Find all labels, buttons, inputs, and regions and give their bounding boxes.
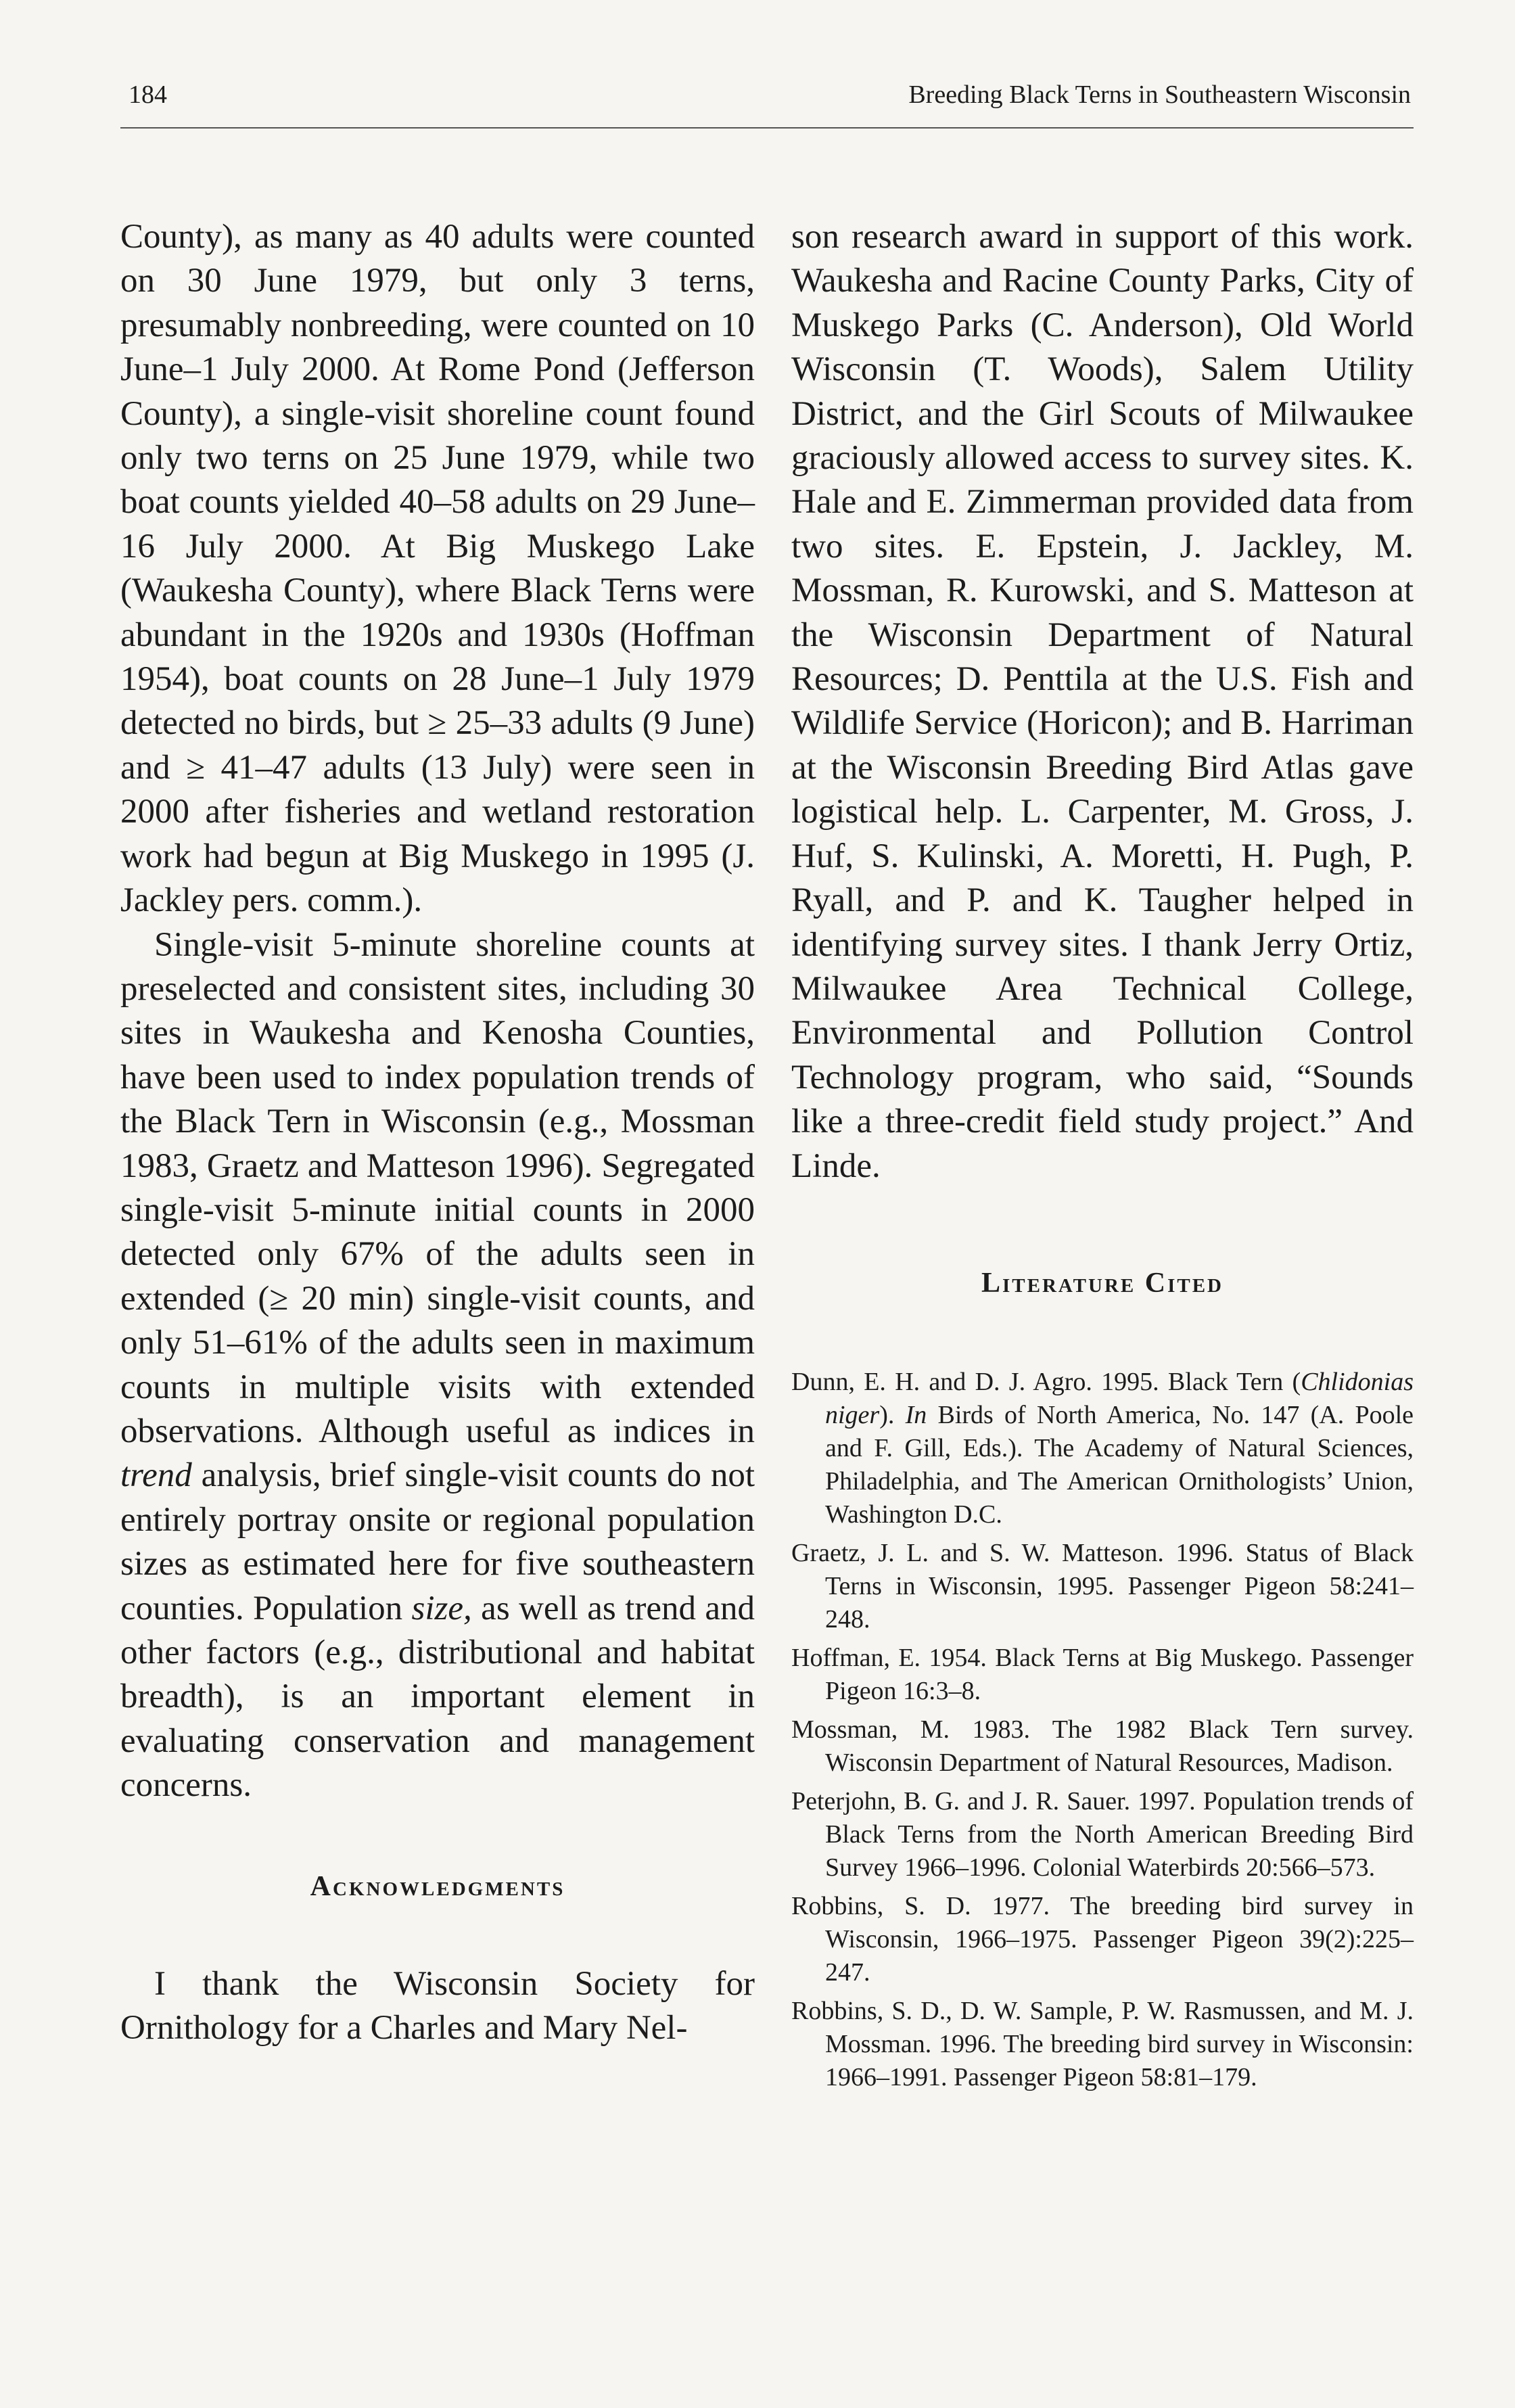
paragraph-text: Single-visit 5-minute shoreline counts at preselected and consistent sites, including 30 sites in Waukesha and Kenosha Counties, have been used to index population trends of the Black Tern in Wisconsin (e.g., Mossman 1983, Graetz and Matteson 1996). Segregated single-visit 5-minute initial counts in 2000 detected only 67% of the adults seen in extended (≥ 20 min) single-visit counts, and only 51–61% of the adults seen in maximum counts in multiple visits with extended observations. Although useful as indices in (120, 925, 755, 1450)
left-column (120, 215, 755, 2050)
reference-list (791, 1366, 1414, 2094)
reference-item: Mossman, M. 1983. The 1982 Black Tern survey. Wisconsin Department of Natural Resources, Madison. (791, 1715, 1414, 1777)
reference-item: Graetz, J. L. and S. W. Matteson. 1996. Status of Black Terns in Wisconsin, 1995. Passenger Pigeon 58:241–248. (791, 1538, 1414, 1634)
paragraph-single-visit-counts (120, 923, 755, 1808)
acknowledgments-heading: Acknowledgments (310, 1870, 565, 1902)
running-header (120, 73, 1414, 129)
literature-cited-heading: Literature Cited (981, 1267, 1224, 1299)
paragraph-population-counts: County), as many as 40 adults were counted on 30 June 1979, but only 3 terns, presumably nonbreeding, were counted on 10 June–1 July 2000. At Rome Pond (Jefferson County), a single-visit shoreline count found only two terns on 25 June 1979, while two boat counts yielded 40–58 adults on 29 June–16 July 2000. At Big Muskego Lake (Waukesha County), where Black Terns were abundant in the 1920s and 1930s (Hoffman 1954), boat counts on 28 June–1 July 1979 detected no birds, but ≥ 25–33 adults (9 June) and ≥ 41–47 adults (13 July) were seen in 2000 after fisheries and wetland restoration work had begun at Big Muskego in 1995 (J. Jackley pers. comm.). (120, 218, 755, 920)
paragraph-text: as well as trend and other factors (e.g., distributional and habitat breadth), is an important element in evaluating conservation and management concerns. (120, 1589, 755, 1805)
species-name: Chlidonias niger (825, 1367, 1414, 1429)
reference-text: ). (879, 1400, 906, 1429)
reference-text: Birds of North America, No. 147 (A. Poole and F. Gill, Eds.). The Academy of Natural Sciences, Philadelphia, and The American Ornithologists’ Union, Washington D.C. (825, 1400, 1414, 1529)
right-column (791, 215, 1414, 2100)
reference-item: Robbins, S. D. 1977. The breeding bird survey in Wisconsin, 1966–1975. Passenger Pigeon 39(2):225–247. (791, 1891, 1414, 1987)
reference-item: Hoffman, E. 1954. Black Terns at Big Muskego. Passenger Pigeon 16:3–8. (791, 1643, 1414, 1705)
paragraph-text: analysis, brief single-visit counts do not entirely portray onsite or regional population sizes as estimated here for five southeastern counties. Population (120, 1456, 755, 1627)
emphasis-trend: trend (120, 1456, 192, 1495)
reference-in: In (905, 1400, 927, 1429)
acknowledgments-paragraph-continued: son research award in support of this work. Waukesha and Racine County Parks, City of Muskego Parks (C. Anderson), Old World Wisconsin (T. Woods), Salem Utility District, and the Girl Scouts of Milwaukee graciously allowed access to survey sites. K. Hale and E. Zimmerman provided data from two sites. E. Epstein, J. Jackley, M. Mossman, R. Kurowski, and S. Matteson at the Wisconsin Department of Natural Resources; D. Penttila at the U.S. Fish and Wildlife Service (Horicon); and B. Harriman at the Wisconsin Breeding Bird Atlas gave logistical help. L. Carpenter, M. Gross, J. Huf, S. Kulinski, A. Moretti, H. Pugh, P. Ryall, and P. and K. Taugher helped in identifying survey sites. I thank Jerry Ortiz, Milwaukee Area Technical College, Environmental and Pollution Control Technology program, who said, “Sounds like a three-credit field study project.” And Linde. (791, 218, 1414, 1185)
reference-item (791, 1366, 1414, 1531)
reference-item: Peterjohn, B. G. and J. R. Sauer. 1997. Population trends of Black Terns from the North American Breeding Bird Survey 1966–1996. Colonial Waterbirds 20:566–573. (791, 1786, 1414, 1882)
page-number: 184 (129, 80, 167, 109)
reference-item: Robbins, S. D., D. W. Sample, P. W. Rasmussen, and M. J. Mossman. 1996. The breeding bird survey in Wisconsin: 1966–1991. Passenger Pigeon 58:81–179. (791, 1996, 1414, 2091)
acknowledgments-paragraph-start: I thank the Wisconsin Society for Ornithology for a Charles and Mary Nel- (120, 1964, 755, 2047)
reference-text: Dunn, E. H. and D. J. Agro. 1995. Black Tern ( (791, 1367, 1301, 1396)
running-title: Breeding Black Terns in Southeastern Wisconsin (908, 80, 1411, 109)
emphasis-size: size, (411, 1589, 472, 1627)
